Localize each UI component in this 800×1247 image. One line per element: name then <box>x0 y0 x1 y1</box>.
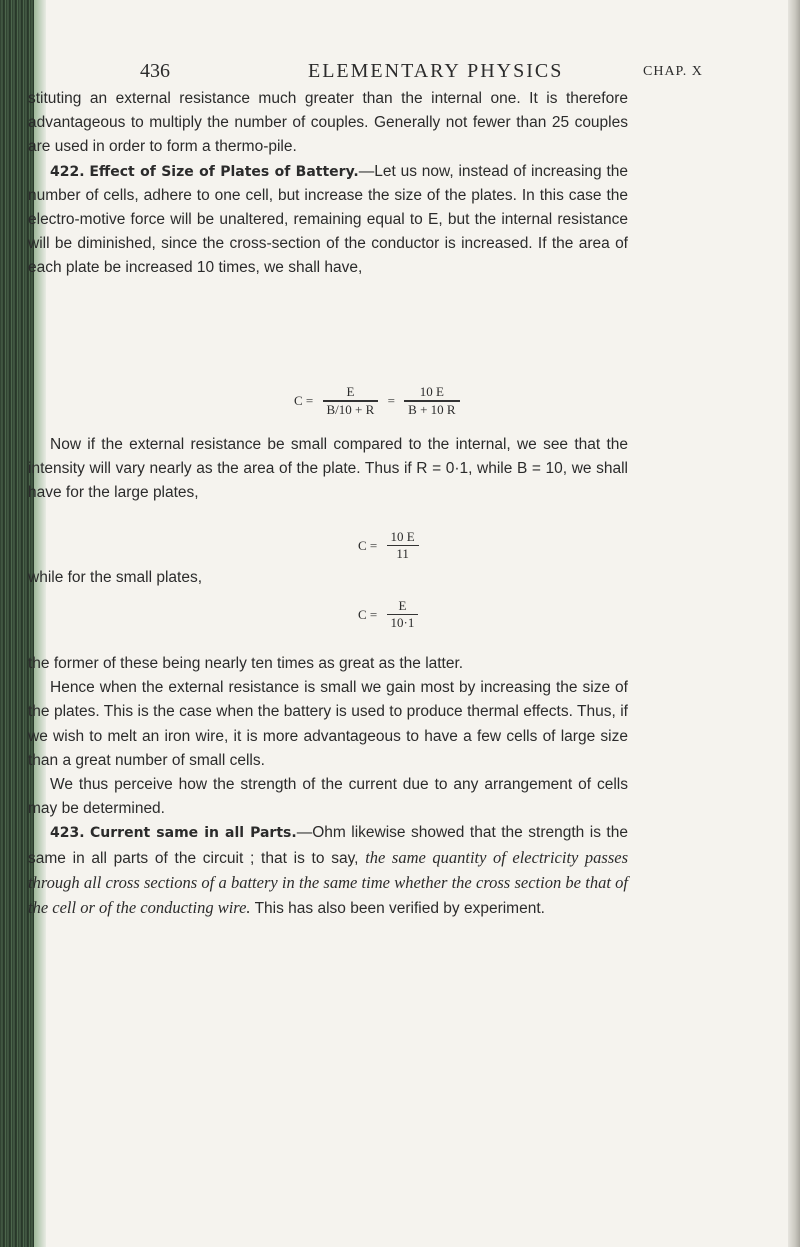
text-block-2 <box>28 433 628 506</box>
text-block-4 <box>28 652 628 921</box>
paragraph-2: Now if the external resistance be small compared to the internal, we see that the intensity will vary nearly as the area of the plate. Thus if R = 0·1, while B = 10, we shall have for the large plates, <box>28 436 628 502</box>
text-block-3 <box>28 566 628 590</box>
section-number: 422. <box>50 163 85 180</box>
denominator: B/10 + R <box>323 400 379 418</box>
equation-2 <box>352 529 419 562</box>
numerator: 10 E <box>419 384 444 399</box>
page-edge <box>788 0 800 1247</box>
page-header <box>110 48 752 82</box>
section-title: Current same in all Parts. <box>90 825 297 842</box>
paragraph-1: stituting an external resistance much greater than the internal one. It is therefore advantageous to multiply the number of couples. Generally not fewer than 25 couples are used in order to form a thermo-pile. <box>28 90 628 156</box>
equation-lhs: C = <box>358 606 378 622</box>
book-page <box>110 48 752 82</box>
section-tail: This has also been verified by experiment. <box>254 900 545 918</box>
denominator: 10·1 <box>387 614 419 631</box>
numerator: 10 E <box>390 529 415 544</box>
fraction <box>387 529 419 562</box>
equation-lhs: C = <box>358 537 378 553</box>
page-number: 436 <box>140 60 170 82</box>
paragraph-5: Hence when the external resistance is small we gain most by increasing the size of the plates. This is the case when the battery is used to produce thermal effects. Thus, if we wish to melt an iron wire, it is more advantageous to have a few cells of large size than a great number of small cells. <box>28 679 628 769</box>
section-title: Effect of Size of Plates of Battery. <box>89 163 359 180</box>
denominator: B + 10 R <box>404 400 459 418</box>
section-text: —Let us now, instead of increasing the number of cells, adhere to one cell, but increase the size of the plates. In this case the electro-motive force will be unaltered, remaining equal to E, but the internal resistance will be diminished, since the cross-section of the conductor is increased. If the area of each plate be increased 10 times, we shall have, <box>28 162 628 277</box>
numerator: E <box>398 598 407 613</box>
equation-3 <box>352 598 418 631</box>
numerator: E <box>346 384 355 399</box>
running-title: ELEMENTARY PHYSICS <box>308 60 564 82</box>
equation-1 <box>288 384 460 418</box>
fraction-2 <box>404 384 459 418</box>
section-422 <box>28 160 628 281</box>
paragraph-3: while for the small plates, <box>28 569 203 586</box>
section-text: —Ohm likewise showed that the strength is the same in all parts of the circuit ; that is to say, <box>28 824 628 867</box>
text-block-1 <box>28 87 628 281</box>
paragraph-4: the former of these being nearly ten times as great as the latter. <box>28 655 464 672</box>
paragraph-6: We thus perceive how the strength of the current due to any arrangement of cells may be determined. <box>28 776 628 818</box>
chapter-label: CHAP. X <box>643 64 703 79</box>
equals-sign: = <box>387 393 395 408</box>
denominator: 11 <box>387 545 419 562</box>
equation-lhs: C = <box>294 393 314 408</box>
italic-law: the same quantity of electricity passes through all cross sections of a battery in the same time whether the cross section be that of the cell or of the conducting wire. <box>28 847 628 918</box>
section-number: 423. <box>50 825 85 842</box>
section-423 <box>28 821 628 921</box>
fraction <box>387 598 419 631</box>
fraction-1 <box>323 384 379 418</box>
